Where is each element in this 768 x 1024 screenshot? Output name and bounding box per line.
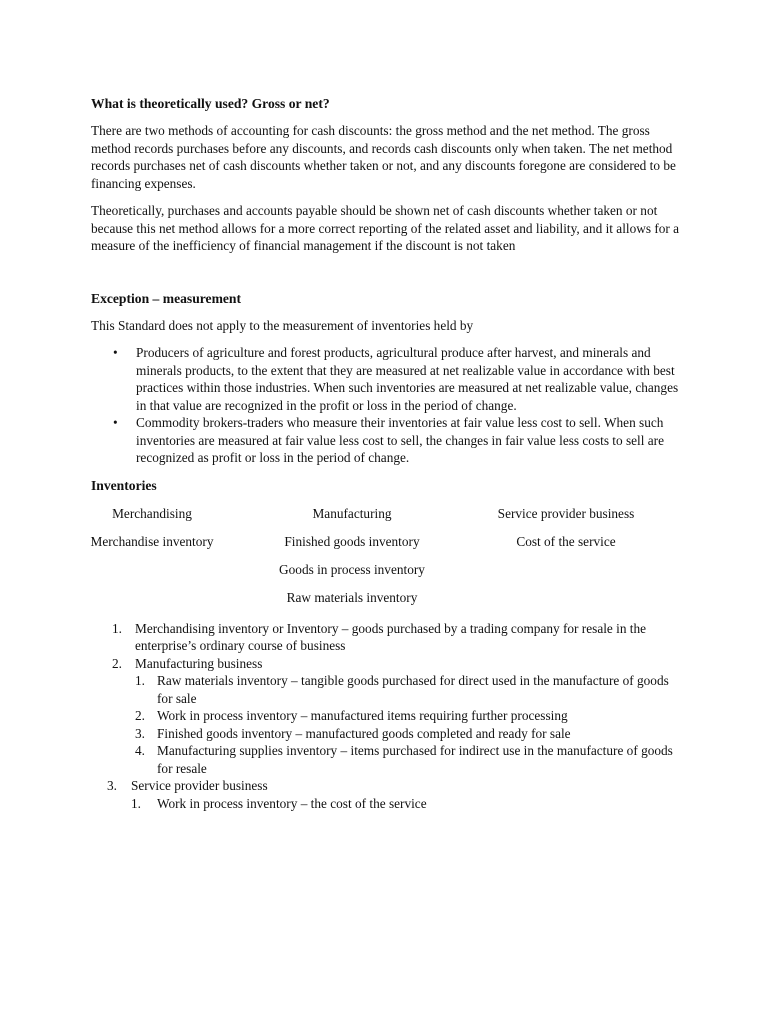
- list-item-text: Commodity brokers-traders who measure their inventories at fair value less cost to sell. When such inventories are measured at fair value less cost to sell, the changes in fair value less costs to sell are recognized as profit or loss in the period of change.: [136, 415, 664, 465]
- table-cell: Goods in process inventory: [279, 561, 425, 577]
- list-item-text: Work in process inventory – manufactured items requiring further processing: [157, 708, 568, 723]
- list-number: 1.: [131, 795, 141, 811]
- list-item: [91, 620, 687, 655]
- table-cell: Raw materials inventory: [286, 589, 418, 605]
- list-number: 3.: [107, 778, 117, 793]
- sub-list-item: [135, 725, 687, 743]
- list-item-text: Producers of agriculture and forest products, agricultural produce after harvest, and minerals and minerals products, to the extent that they are measured at net realizable value in accordance with best practices within those industries. When such inventories are measured at net realizable value, changes in that value are recognized in the profit or loss in the period of change.: [136, 345, 679, 413]
- section-heading-gross-or-net: What is theoretically used? Gross or net?: [91, 96, 330, 111]
- list-item: [91, 777, 687, 812]
- table-cell: Cost of the service: [516, 533, 616, 549]
- bullet-icon: •: [113, 415, 118, 430]
- paragraph-cash-discount-methods: There are two methods of accounting for cash discounts: the gross method and the net method. The gross method records purchases before any discounts, and records cash discounts only when taken. The net method records purchases net of cash discounts whether taken or not, and any discounts foregone are considered to be financing expenses.: [91, 123, 676, 191]
- list-item-text: Raw materials inventory – tangible goods purchased for direct used in the manufacture of goods for sale: [157, 673, 669, 706]
- section-heading-inventories: Inventories: [91, 477, 157, 493]
- list-item-text: Manufacturing supplies inventory – items purchased for indirect use in the manufacture of goods for resale: [157, 743, 673, 776]
- table-cell: Merchandise inventory: [90, 533, 214, 549]
- list-item: [91, 414, 687, 467]
- list-item-text: Manufacturing business: [135, 655, 263, 671]
- document-content: [91, 95, 687, 812]
- list-number: 1.: [112, 620, 122, 636]
- column-header-service-provider: Service provider business: [497, 505, 635, 521]
- list-number: 1.: [135, 673, 145, 688]
- bullet-icon: •: [113, 345, 118, 360]
- list-item-text: Finished goods inventory – manufactured goods completed and ready for sale: [157, 725, 571, 741]
- list-number: 2.: [135, 708, 145, 723]
- paragraph-theoretical-method: Theoretically, purchases and accounts payable should be shown net of cash discounts whether taken or not because this net method allows for a more correct reporting of the related asset and liability, and it allows for a measure of the inefficiency of financial management if the discount is not taken: [91, 203, 680, 253]
- sub-list-item: [135, 672, 687, 707]
- paragraph-exception-intro: This Standard does not apply to the measurement of inventories held by: [91, 317, 474, 333]
- list-item-text: Service provider business: [131, 778, 268, 793]
- list-number: 4.: [135, 743, 145, 758]
- column-header-manufacturing: Manufacturing: [312, 505, 392, 521]
- inventory-types-list: [91, 620, 687, 813]
- sub-list-item: [131, 795, 687, 813]
- sub-list-item: [135, 707, 687, 725]
- section-heading-exception: Exception – measurement: [91, 290, 242, 306]
- inventory-classification-table: [91, 505, 687, 617]
- exception-bullet-list: [91, 344, 687, 467]
- list-number: 2.: [112, 655, 122, 671]
- manufacturing-sublist: [135, 672, 687, 777]
- table-cell: Finished goods inventory: [284, 533, 420, 549]
- list-number: 3.: [135, 725, 145, 741]
- list-item: [91, 655, 687, 778]
- service-sublist: [131, 795, 687, 813]
- list-item-text: Merchandising inventory or Inventory – goods purchased by a trading company for resale in the enterprise’s ordinary course of business: [135, 620, 647, 653]
- list-item: [91, 344, 687, 414]
- column-header-merchandising: Merchandising: [112, 505, 192, 521]
- list-item-text: Work in process inventory – the cost of the service: [157, 795, 427, 811]
- sub-list-item: [135, 742, 687, 777]
